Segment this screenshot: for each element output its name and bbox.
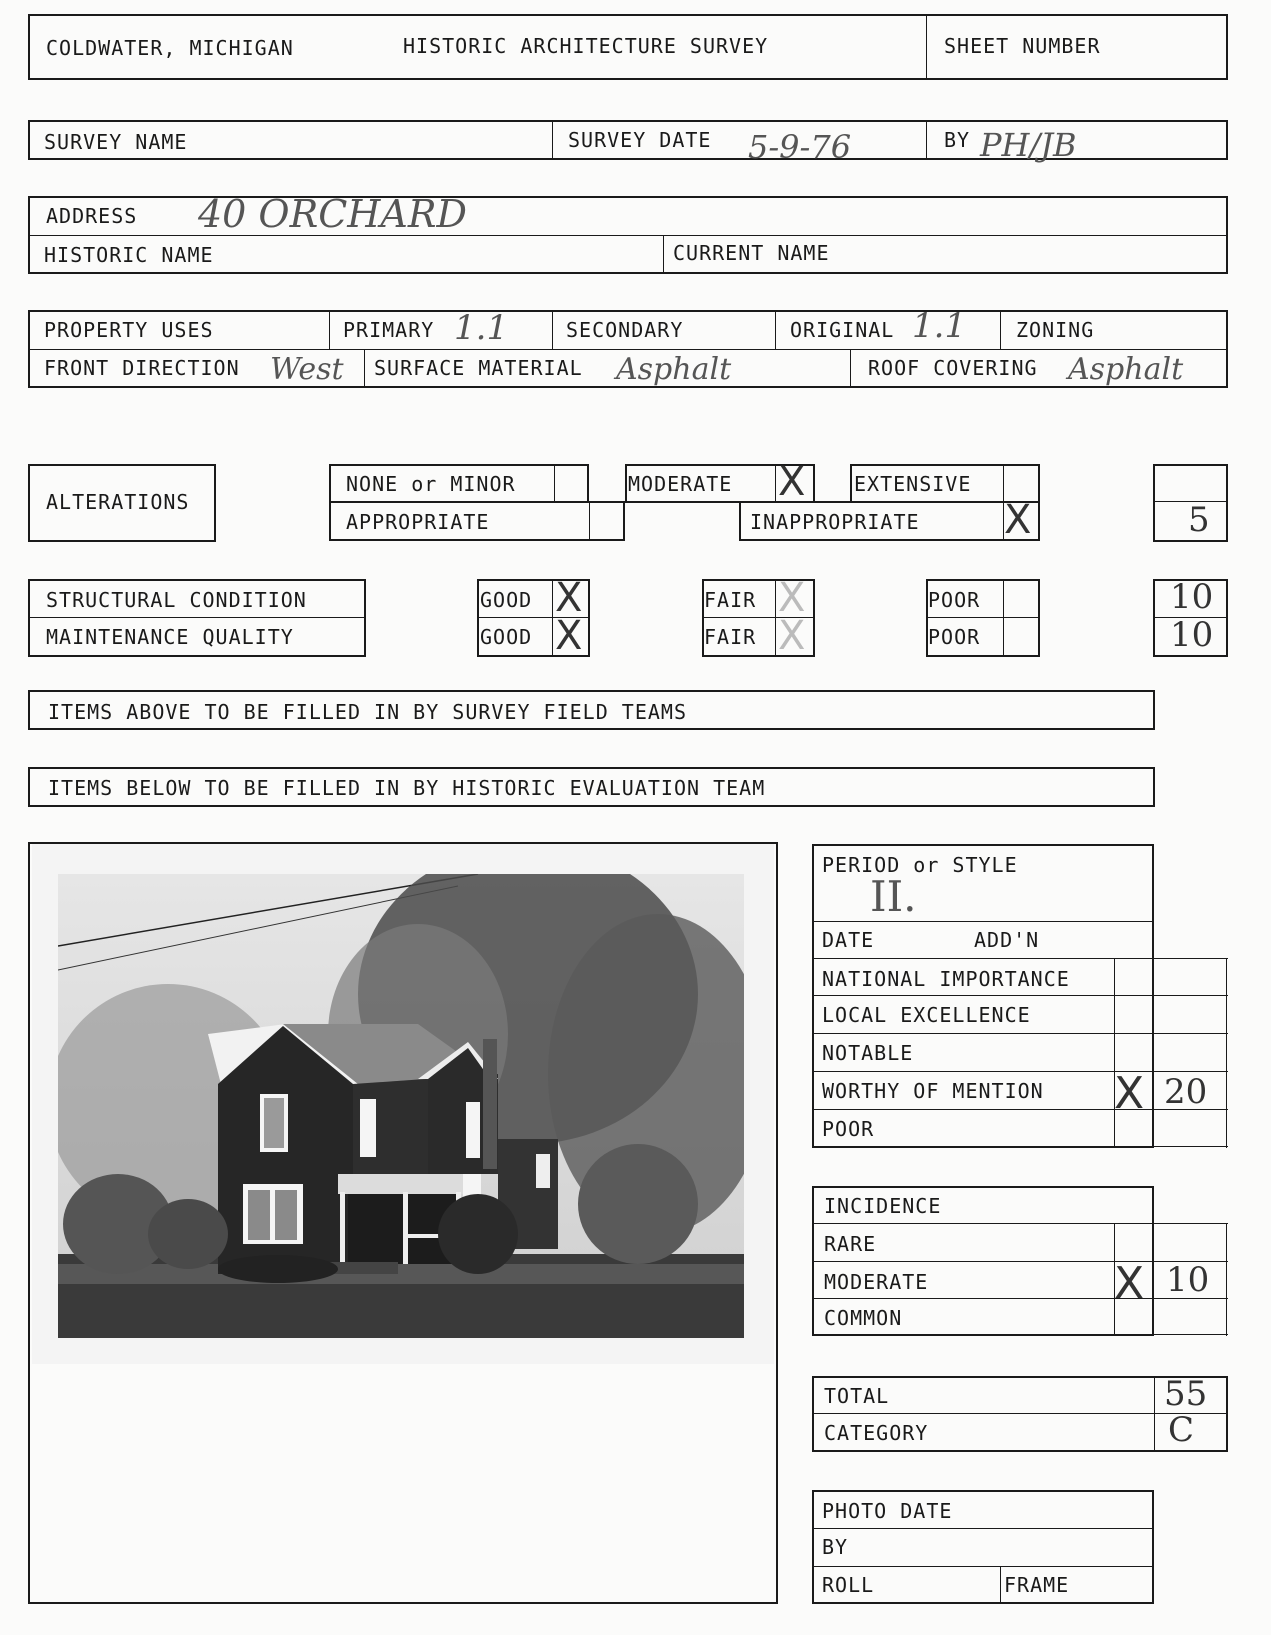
moderate-label: MODERATE — [628, 472, 733, 496]
prop-div-4 — [1000, 310, 1001, 349]
house-photo — [58, 874, 744, 1338]
structural-good-check: X — [555, 575, 583, 621]
fair-check-divider — [775, 579, 776, 657]
front-direction-value: West — [270, 352, 344, 387]
incidence-moderate-score: 10 — [1166, 1260, 1210, 1300]
worthy-of-mention-check: X — [1114, 1068, 1145, 1119]
structural-fair-label: FAIR — [704, 588, 757, 612]
incidence-moderate-check: X — [1114, 1258, 1145, 1309]
prop-div-5 — [364, 349, 365, 388]
alterations-label: ALTERATIONS — [46, 490, 190, 514]
eval-right-edge — [1226, 958, 1227, 1148]
incidence-moderate-label: MODERATE — [824, 1270, 929, 1294]
eval-addn-label: ADD'N — [974, 928, 1040, 952]
poor-divider — [926, 617, 1040, 618]
eval-row-1 — [812, 921, 1154, 922]
category-label: CATEGORY — [824, 1421, 929, 1445]
maintenance-good-label: GOOD — [480, 625, 533, 649]
survey-date-value: 5-9-76 — [748, 128, 852, 166]
photo-date-label: PHOTO DATE — [822, 1499, 953, 1523]
condition-label-divider — [28, 617, 366, 618]
photo-by-label: BY — [822, 1535, 849, 1559]
inc-row-1 — [812, 1223, 1228, 1224]
survey-by-value: PH/JB — [980, 126, 1077, 164]
address-label: ADDRESS — [46, 204, 138, 228]
notable-label: NOTABLE — [822, 1041, 914, 1065]
inc-score-bottom — [1154, 1334, 1228, 1335]
eval-date-label: DATE — [822, 928, 875, 952]
worthy-of-mention-label: WORTHY OF MENTION — [822, 1079, 1044, 1103]
appropriate-check-divider — [589, 501, 590, 541]
prop-div-6 — [850, 349, 851, 388]
eval-row-3 — [812, 995, 1228, 996]
survey-divider-1 — [552, 120, 553, 160]
survey-by-label: BY — [944, 128, 971, 152]
original-label: ORIGINAL — [790, 318, 895, 342]
above-note: ITEMS ABOVE TO BE FILLED IN BY SURVEY FIELD TEAMS — [48, 700, 688, 724]
structural-poor-label: POOR — [928, 588, 981, 612]
maintenance-good-check: X — [555, 613, 583, 659]
primary-value: 1.1 — [454, 308, 509, 348]
property-divider — [28, 349, 1228, 350]
historic-name-label: HISTORIC NAME — [44, 243, 214, 267]
eval-row-4 — [812, 1033, 1228, 1034]
primary-label: PRIMARY — [343, 318, 435, 342]
none-minor-label: NONE or MINOR — [346, 472, 516, 496]
current-name-label: CURRENT NAME — [673, 241, 830, 265]
roof-covering-value: Asphalt — [1068, 352, 1184, 387]
maintenance-score: 10 — [1170, 615, 1214, 655]
property-uses-label: PROPERTY USES — [44, 318, 214, 342]
local-excellence-label: LOCAL EXCELLENCE — [822, 1003, 1031, 1027]
header-divider — [926, 14, 927, 80]
totals-col-divider — [1154, 1376, 1155, 1452]
prop-div-2 — [552, 310, 553, 349]
inc-right-edge — [1226, 1223, 1227, 1336]
roll-label: ROLL — [822, 1573, 875, 1597]
front-direction-label: FRONT DIRECTION — [44, 356, 240, 380]
below-note: ITEMS BELOW TO BE FILLED IN BY HISTORIC EVALUATION TEAM — [48, 776, 766, 800]
roof-covering-label: ROOF COVERING — [868, 356, 1038, 380]
survey-divider-2 — [926, 120, 927, 160]
photo-info-row-1 — [812, 1528, 1154, 1529]
eval-check-col — [1114, 958, 1115, 1148]
eval-poor-label: POOR — [822, 1117, 875, 1141]
inappropriate-check-mark: X — [1004, 497, 1032, 543]
rare-label: RARE — [824, 1232, 877, 1256]
structural-good-label: GOOD — [480, 588, 533, 612]
period-style-label: PERIOD or STYLE — [822, 853, 1018, 877]
house-photo-illustration — [58, 874, 744, 1338]
poor-check-divider — [1003, 579, 1004, 657]
total-value: 55 — [1164, 1374, 1208, 1414]
zoning-label: ZONING — [1016, 318, 1095, 342]
incidence-label: INCIDENCE — [824, 1194, 942, 1218]
total-label: TOTAL — [824, 1384, 890, 1408]
moderate-check-mark: X — [778, 459, 806, 505]
eval-score-bottom — [1154, 1146, 1228, 1147]
period-style-value: II. — [870, 872, 917, 921]
surface-material-value: Asphalt — [616, 352, 732, 387]
structural-score: 10 — [1170, 577, 1214, 617]
form-title: HISTORIC ARCHITECTURE SURVEY — [403, 34, 769, 58]
survey-name-label: SURVEY NAME — [44, 130, 188, 154]
current-name-divider — [663, 235, 664, 274]
original-value: 1.1 — [912, 306, 967, 346]
surface-material-label: SURFACE MATERIAL — [374, 356, 583, 380]
secondary-label: SECONDARY — [566, 318, 684, 342]
photo-info-col — [1000, 1566, 1001, 1604]
sheet-number-label: SHEET NUMBER — [944, 34, 1101, 58]
none-minor-check-divider — [554, 464, 555, 503]
extensive-label: EXTENSIVE — [854, 472, 972, 496]
inappropriate-label: INAPPROPRIATE — [750, 510, 920, 534]
category-value: C — [1168, 1410, 1195, 1450]
survey-date-label: SURVEY DATE — [568, 128, 712, 152]
address-value: 40 ORCHARD — [198, 192, 467, 236]
eval-row-2 — [812, 958, 1228, 959]
national-importance-label: NATIONAL IMPORTANCE — [822, 967, 1070, 991]
structural-condition-label: STRUCTURAL CONDITION — [46, 588, 307, 612]
good-check-divider — [552, 579, 553, 657]
maintenance-poor-label: POOR — [928, 625, 981, 649]
maintenance-fair-faint-check: X — [778, 613, 806, 659]
prop-div-1 — [329, 310, 330, 349]
alterations-score: 5 — [1188, 500, 1210, 540]
worthy-of-mention-score: 20 — [1164, 1072, 1208, 1112]
structural-fair-faint-check: X — [778, 575, 806, 621]
photo-info-row-2 — [812, 1566, 1154, 1567]
frame-label: FRAME — [1004, 1573, 1070, 1597]
appropriate-label: APPROPRIATE — [346, 510, 490, 534]
maintenance-quality-label: MAINTENANCE QUALITY — [46, 625, 294, 649]
moderate-check-divider — [775, 464, 776, 503]
common-label: COMMON — [824, 1306, 903, 1330]
maintenance-fair-label: FAIR — [704, 625, 757, 649]
city-label: COLDWATER, MICHIGAN — [46, 36, 294, 60]
prop-div-3 — [775, 310, 776, 349]
